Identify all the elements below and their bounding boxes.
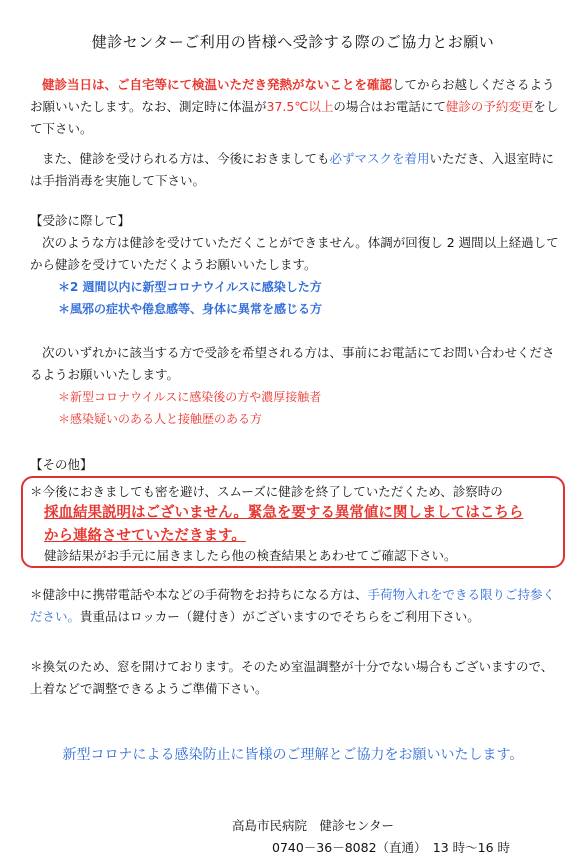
section-heading-other: 【その他】 xyxy=(30,457,93,472)
bullet-item: ＊新型コロナウイルスに感染後の方や濃厚接触者 xyxy=(58,390,322,404)
intro-paragraph-2 xyxy=(30,148,560,192)
intro-p2-text-1: また、健診を受けられる方は、今後におきましても xyxy=(42,151,330,166)
footer-organization: 高島市民病院 健診センター xyxy=(232,818,395,833)
bullet-item: ＊風邪の症状や倦怠感等、身体に異常を感じる方 xyxy=(58,302,323,316)
consultation-paragraph-2: 次のいずれかに該当する方で受診を希望される方は、事前にお電話にてお問い合わせくださるようお願いいたします。 xyxy=(30,345,555,382)
mask-notice: 必ずマスクを着用 xyxy=(329,151,430,166)
belongings-text-1: ＊健診中に携帯電話や本などの手荷物をお持ちになる方は、 xyxy=(30,587,368,602)
intro-red-1: 健診当日は、ご自宅等にて検温いただき発熱がないことを確認 xyxy=(42,77,393,92)
page-title: 健診センターご利用の皆様へ受診する際のご協力とお願い xyxy=(91,33,495,51)
bullet-item: ＊2 週間以内に新型コロナウイルスに感染した方 xyxy=(58,280,322,294)
belongings-bag-notice: 手荷物入れをできる限りご持参ください。 xyxy=(30,587,556,624)
intro-paragraph-1 xyxy=(30,74,560,140)
section-heading-consultation: 【受診に際して】 xyxy=(30,213,131,228)
other-item-ventilation: ＊換気のため、窓を開けております。そのため室温調整が十分でない場合もございますので、上着などで調整できるようご準備下さい。 xyxy=(30,659,554,696)
intro-p2-text-2: いただき、入退室時には手指消毒を実施して下さい。 xyxy=(30,151,555,188)
temperature-threshold: 37.5℃以上 xyxy=(266,99,334,114)
bullet-item: ＊感染疑いのある人と接触歴のある方 xyxy=(58,412,263,426)
belongings-text-2: 貴重品はロッカー（鍵付き）がございますのでそちらをご利用下さい。 xyxy=(80,609,480,624)
notice-line-3: 健診結果がお手元に届きましたら他の検査結果とあわせてご確認下さい。 xyxy=(44,548,457,563)
intro-text-2: の場合はお電話にて xyxy=(333,99,446,114)
notice-red-line-2: から連絡させていただきます。 xyxy=(44,528,246,544)
consultation-paragraph-1: 次のような方は健診を受けていただくことができません。体調が回復し 2 週間以上経過してから健診を受けていただくようお願いいたします。 xyxy=(30,235,559,272)
closing-message: 新型コロナによる感染防止に皆様のご理解とご協力をお願いいたします。 xyxy=(62,747,524,763)
notice-line-1: ＊今後におきましても密を避け、スムーズに健診を終了していただくため、診察時の xyxy=(30,484,503,499)
intro-text-1: してからお越しくださるようお願いいたします。なお、測定時に体温が xyxy=(30,77,555,114)
other-item-belongings xyxy=(30,584,556,628)
footer-phone: 0740－36－8082（直通） 13 時～16 時 xyxy=(272,840,511,855)
intro-text-3: をして下さい。 xyxy=(30,99,559,136)
notice-red-line-1: 採血結果説明はございません。緊急を要する異常値に関しましてはこちら xyxy=(44,505,524,521)
intro-red-2: 健診の予約変更 xyxy=(445,99,534,114)
